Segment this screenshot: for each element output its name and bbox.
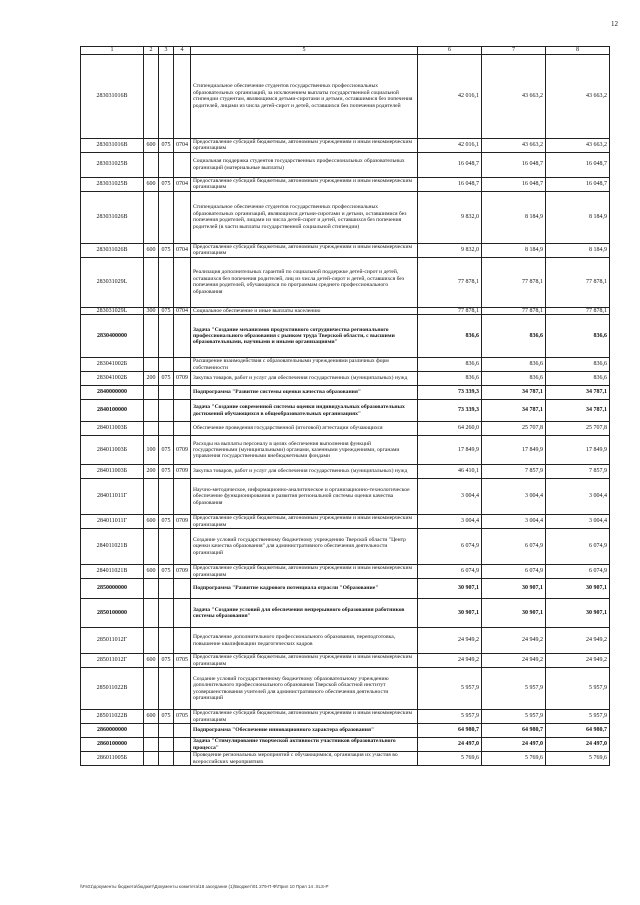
amount-year1-cell: 836,6 [418,315,482,358]
section-cell [174,315,191,358]
amount-year2-cell: 8 184,9 [482,191,546,243]
amount-year1-cell: 3 004,4 [418,479,482,515]
amount-year2-cell: 64 980,7 [482,724,546,738]
amount-year1-cell: 836,6 [418,372,482,386]
description-cell: Закупка товаров, работ и услуг для обеспечения государственных (муниципальных) нужд [191,372,418,386]
amount-year1-cell: 64 260,0 [418,422,482,436]
ministry-cell: 075 [159,372,174,386]
expense-type-cell: 100 [144,436,159,465]
section-cell: 0709 [174,436,191,465]
code-cell: 284011003Б [81,436,144,465]
amount-year3-cell: 24 497,0 [546,738,610,752]
code-cell: 283031016В [81,54,144,138]
table-row [81,565,610,579]
expense-type-cell [144,54,159,138]
code-cell: 283031025В [81,152,144,177]
amount-year2-cell: 5 957,9 [482,710,546,724]
ministry-cell [159,668,174,710]
amount-year3-cell: 6 074,9 [546,529,610,565]
code-cell: 283031029L [81,307,144,315]
code-cell: 284011011Г [81,479,144,515]
table-row [81,710,610,724]
table-row [81,752,610,766]
amount-year2-cell: 34 787,1 [482,386,546,400]
code-cell: 285011012Г [81,628,144,654]
section-cell [174,400,191,422]
amount-year1-cell: 64 980,7 [418,724,482,738]
section-cell: 0709 [174,515,191,529]
ministry-cell: 075 [159,565,174,579]
amount-year2-cell: 24 949,2 [482,654,546,668]
description-cell: Предоставление субсидий бюджетным, автономным учреждениям и иным некоммерческим организациям [191,243,418,257]
amount-year1-cell: 9 832,0 [418,191,482,243]
amount-year1-cell: 73 339,3 [418,386,482,400]
table-row [81,138,610,152]
expense-type-cell [144,358,159,372]
amount-year1-cell: 16 048,7 [418,152,482,177]
expense-type-cell [144,738,159,752]
description-cell: Научно-методическое, информационно-аналитическое и организационно-технологическое обеспечение функционирования и развития региональной системы оценки качества образования [191,479,418,515]
code-cell: 283031026В [81,243,144,257]
amount-year2-cell: 77 878,1 [482,307,546,315]
amount-year2-cell: 3 004,4 [482,515,546,529]
section-cell [174,579,191,599]
expense-type-cell: 200 [144,465,159,479]
section-cell: 0704 [174,138,191,152]
code-cell: 284011011Г [81,515,144,529]
expense-type-cell [144,628,159,654]
ministry-cell: 075 [159,515,174,529]
ministry-cell [159,257,174,307]
description-cell: Предоставление субсидий бюджетным, автономным учреждениям и иным некоммерческим организациям [191,565,418,579]
expense-type-cell [144,479,159,515]
table-row [81,479,610,515]
table-row [81,307,610,315]
table-row [81,177,610,191]
table-row [81,724,610,738]
section-cell [174,529,191,565]
expense-type-cell: 200 [144,372,159,386]
section-cell [174,54,191,138]
description-cell: Социальное обеспечение и иные выплаты населению [191,307,418,315]
amount-year3-cell: 25 707,8 [546,422,610,436]
expense-type-cell: 600 [144,177,159,191]
code-cell: 284011021В [81,529,144,565]
table-row [81,386,610,400]
ministry-cell [159,599,174,628]
ministry-cell [159,738,174,752]
amount-year2-cell: 16 048,7 [482,152,546,177]
table-row [81,436,610,465]
ministry-cell [159,724,174,738]
amount-year2-cell: 5 769,6 [482,752,546,766]
amount-year3-cell: 77 878,1 [546,257,610,307]
description-cell: Стипендиальное обеспечение студентов государственных профессиональных образовательных организаций, за исключением выплаты государственной социальной стипендии студентам, являющимся детьми-сиротами и детьми, оставшимися без попечения родителей, лицами из числа детей-сирот и детей, оставшихся без попечения родителей [191,54,418,138]
amount-year2-cell: 836,6 [482,372,546,386]
section-cell [174,191,191,243]
expense-type-cell [144,529,159,565]
expense-type-cell [144,599,159,628]
amount-year1-cell: 6 074,9 [418,529,482,565]
header-row [81,47,610,55]
amount-year1-cell: 73 339,3 [418,400,482,422]
amount-year1-cell: 77 878,1 [418,307,482,315]
amount-year3-cell: 24 949,2 [546,654,610,668]
description-cell: Социальная поддержка студентов государственных профессиональных образовательных организаций (материальные выплаты) [191,152,418,177]
section-cell [174,358,191,372]
expense-type-cell: 600 [144,515,159,529]
expense-type-cell: 600 [144,138,159,152]
code-cell: 283031026В [81,191,144,243]
table-row [81,738,610,752]
header-cell: 3 [159,47,174,55]
amount-year1-cell: 836,6 [418,358,482,372]
description-cell: Подпрограмма "Обеспечение инновационного характера образования" [191,724,418,738]
amount-year2-cell: 7 857,9 [482,465,546,479]
ministry-cell [159,400,174,422]
expense-type-cell: 600 [144,243,159,257]
amount-year2-cell: 17 849,9 [482,436,546,465]
code-cell: 283031025В [81,177,144,191]
ministry-cell: 075 [159,138,174,152]
amount-year1-cell: 5 957,9 [418,710,482,724]
expense-type-cell: 300 [144,307,159,315]
expense-type-cell [144,752,159,766]
section-cell [174,668,191,710]
expense-type-cell [144,579,159,599]
ministry-cell: 075 [159,465,174,479]
amount-year3-cell: 16 048,7 [546,177,610,191]
amount-year2-cell: 16 048,7 [482,177,546,191]
header-cell: 7 [482,47,546,55]
ministry-cell [159,529,174,565]
ministry-cell [159,54,174,138]
amount-year3-cell: 5 957,9 [546,668,610,710]
amount-year3-cell: 43 663,2 [546,54,610,138]
section-cell: 0709 [174,465,191,479]
amount-year1-cell: 42 016,1 [418,54,482,138]
description-cell: Предоставление субсидий бюджетным, автономным учреждениям и иным некоммерческим организациям [191,515,418,529]
section-cell: 0705 [174,654,191,668]
amount-year3-cell: 3 004,4 [546,515,610,529]
amount-year3-cell: 34 787,1 [546,400,610,422]
amount-year2-cell: 6 074,9 [482,565,546,579]
amount-year3-cell: 6 074,9 [546,565,610,579]
ministry-cell [159,628,174,654]
expense-type-cell [144,257,159,307]
description-cell: Задача "Создание современной системы оценки индивидуальных образовательных достижений обучающихся в общеобразовательных организациях" [191,400,418,422]
amount-year2-cell: 6 074,9 [482,529,546,565]
amount-year2-cell: 43 663,2 [482,54,546,138]
amount-year1-cell: 3 004,4 [418,515,482,529]
ministry-cell: 075 [159,436,174,465]
description-cell: Расходы на выплаты персоналу в целях обеспечения выполнения функций государственными (муниципальными) органами, казенными учреждениями, органами управления государственными внебюджетными фондами [191,436,418,465]
section-cell: 0704 [174,243,191,257]
amount-year2-cell: 24 497,0 [482,738,546,752]
description-cell: Реализация дополнительных гарантий по социальной поддержке детей-сирот и детей, оставшихся без попечения родителей, лиц из числа детей-сирот и детей, оставшихся без попечения родителей, обучающихся по программам среднего профессионального образования [191,257,418,307]
header-cell: 4 [174,47,191,55]
code-cell: 2850000000 [81,579,144,599]
code-cell: 2860000000 [81,724,144,738]
code-cell: 2840100000 [81,400,144,422]
amount-year2-cell: 30 907,1 [482,579,546,599]
ministry-cell [159,152,174,177]
description-cell: Предоставление субсидий бюджетным, автономным учреждениям и иным некоммерческим организациям [191,177,418,191]
table-row [81,400,610,422]
table-row [81,422,610,436]
ministry-cell: 075 [159,710,174,724]
amount-year1-cell: 24 949,2 [418,654,482,668]
description-cell: Подпрограмма "Развитие системы оценки качества образования" [191,386,418,400]
expense-type-cell [144,315,159,358]
description-cell: Подпрограмма "Развитие кадрового потенциала отрасли "Образование" [191,579,418,599]
amount-year3-cell: 43 663,2 [546,138,610,152]
expense-type-cell [144,191,159,243]
ministry-cell [159,315,174,358]
amount-year3-cell: 836,6 [546,358,610,372]
amount-year3-cell: 30 907,1 [546,579,610,599]
header-cell: 5 [191,47,418,55]
code-cell: 286011005Б [81,752,144,766]
expense-type-cell [144,400,159,422]
amount-year3-cell: 64 980,7 [546,724,610,738]
amount-year3-cell: 3 004,4 [546,479,610,515]
amount-year2-cell: 25 707,8 [482,422,546,436]
expense-type-cell [144,152,159,177]
amount-year1-cell: 9 832,0 [418,243,482,257]
expense-type-cell [144,724,159,738]
header-cell: 8 [546,47,610,55]
description-cell: Предоставление дополнительного профессионального образования, переподготовка, повышение квалификации педагогических кадров [191,628,418,654]
amount-year1-cell: 42 016,1 [418,138,482,152]
description-cell: Задача "Создание механизмов продуктивного сотрудничества регионального профессионального образования с рынком труда Тверской области, с высшими образовательными, научными и иными организациями" [191,315,418,358]
amount-year3-cell: 17 849,9 [546,436,610,465]
section-cell [174,724,191,738]
amount-year3-cell: 7 857,9 [546,465,610,479]
code-cell: 283031029L [81,257,144,307]
code-cell: 2850100000 [81,599,144,628]
ministry-cell: 075 [159,243,174,257]
ministry-cell: 075 [159,654,174,668]
description-cell: Предоставление субсидий бюджетным, автономным учреждениям и иным некоммерческим организациям [191,654,418,668]
table-row [81,599,610,628]
amount-year1-cell: 24 949,2 [418,628,482,654]
amount-year3-cell: 30 907,1 [546,599,610,628]
amount-year1-cell: 30 907,1 [418,579,482,599]
amount-year3-cell: 5 769,6 [546,752,610,766]
description-cell: Предоставление субсидий бюджетным, автономным учреждениям и иным некоммерческим организациям [191,710,418,724]
description-cell: Задача "Стимулирование творческой активности участников образовательного процесса" [191,738,418,752]
amount-year2-cell: 8 184,9 [482,243,546,257]
section-cell [174,152,191,177]
expense-type-cell: 600 [144,565,159,579]
amount-year2-cell: 836,6 [482,315,546,358]
section-cell: 0704 [174,177,191,191]
description-cell: Создание условий государственному бюджетному образовательному учреждению дополнительного профессионального образования Тверской областной институт усовершенствования учителей для административного обеспечения деятельности организаций [191,668,418,710]
amount-year1-cell: 46 410,1 [418,465,482,479]
table-row [81,257,610,307]
code-cell: 283041002Б [81,372,144,386]
code-cell: 283031016В [81,138,144,152]
table-row [81,654,610,668]
table-row [81,54,610,138]
section-cell: 0709 [174,565,191,579]
code-cell: 285011012Г [81,654,144,668]
table-row [81,465,610,479]
amount-year2-cell: 30 907,1 [482,599,546,628]
code-cell: 283041002Б [81,358,144,372]
table-row [81,529,610,565]
section-cell [174,479,191,515]
amount-year1-cell: 16 048,7 [418,177,482,191]
section-cell [174,752,191,766]
amount-year2-cell: 34 787,1 [482,400,546,422]
expense-type-cell: 600 [144,710,159,724]
amount-year2-cell: 77 878,1 [482,257,546,307]
code-cell: 285011022В [81,710,144,724]
ministry-cell: 075 [159,177,174,191]
ministry-cell [159,579,174,599]
amount-year2-cell: 24 949,2 [482,628,546,654]
file-path-footer: \\Fs01\документы бюджета\бюджет\Документы комитета\18 заседание (1)\Бюджет\01 279-П-Ф\Прил 10 Прил 14 .XLS-P [80,884,329,889]
budget-table [80,46,610,766]
header-cell: 6 [418,47,482,55]
amount-year3-cell: 836,6 [546,315,610,358]
page-number: 12 [611,20,618,28]
section-cell [174,257,191,307]
section-cell [174,599,191,628]
table-row [81,515,610,529]
table-row [81,579,610,599]
header-cell: 1 [81,47,144,55]
code-cell: 285011022В [81,668,144,710]
amount-year3-cell: 77 878,1 [546,307,610,315]
code-cell: 2860100000 [81,738,144,752]
table-row [81,358,610,372]
amount-year2-cell: 3 004,4 [482,479,546,515]
table-row [81,372,610,386]
amount-year1-cell: 17 849,9 [418,436,482,465]
table-row [81,152,610,177]
description-cell: Задача "Создание условий для обеспечения непрерывного образования работников системы образования" [191,599,418,628]
description-cell: Создание условий государственному бюджетному учреждению Тверской области "Центр оценки качества образования" для административного обеспечения деятельности организаций [191,529,418,565]
expense-type-cell [144,386,159,400]
table-row [81,628,610,654]
expense-type-cell [144,668,159,710]
ministry-cell: 075 [159,307,174,315]
description-cell: Предоставление субсидий бюджетным, автономным учреждениям и иным некоммерческим организациям [191,138,418,152]
expense-type-cell: 600 [144,654,159,668]
amount-year1-cell: 5 957,9 [418,668,482,710]
ministry-cell [159,191,174,243]
section-cell: 0709 [174,372,191,386]
amount-year3-cell: 5 957,9 [546,710,610,724]
amount-year3-cell: 8 184,9 [546,191,610,243]
description-cell: Обеспечение проведения государственной (итоговой) аттестации обучающихся [191,422,418,436]
amount-year2-cell: 836,6 [482,358,546,372]
ministry-cell [159,358,174,372]
description-cell: Стипендиальное обеспечение студентов государственных профессиональных образовательных организаций, являющихся детьми-сиротами и детьми, оставшимися без попечения родителей, лицами из числа детей-сирот и детей, оставшихся без попечения родителей (в части выплаты государственной социальной стипендии) [191,191,418,243]
table-row [81,191,610,243]
section-cell: 0704 [174,307,191,315]
section-cell [174,628,191,654]
amount-year3-cell: 836,6 [546,372,610,386]
amount-year3-cell: 34 787,1 [546,386,610,400]
amount-year3-cell: 16 048,7 [546,152,610,177]
code-cell: 2840000000 [81,386,144,400]
table-row [81,315,610,358]
ministry-cell [159,479,174,515]
table-row [81,243,610,257]
description-cell: Расширение взаимодействия с образовательными учреждениями различных форм собственности [191,358,418,372]
expense-type-cell [144,422,159,436]
code-cell: 284011003Б [81,465,144,479]
amount-year1-cell: 6 074,9 [418,565,482,579]
section-cell: 0705 [174,710,191,724]
amount-year3-cell: 8 184,9 [546,243,610,257]
code-cell: 284011003Б [81,422,144,436]
ministry-cell [159,386,174,400]
amount-year1-cell: 24 497,0 [418,738,482,752]
amount-year1-cell: 5 769,6 [418,752,482,766]
section-cell [174,738,191,752]
amount-year1-cell: 30 907,1 [418,599,482,628]
code-cell: 284011021В [81,565,144,579]
section-cell [174,422,191,436]
description-cell: Закупка товаров, работ и услуг для обеспечения государственных (муниципальных) нужд [191,465,418,479]
section-cell [174,386,191,400]
code-cell: 2830400000 [81,315,144,358]
ministry-cell [159,422,174,436]
table-row [81,668,610,710]
description-cell: Проведение региональных мероприятий с обучающимися, организация их участия во всероссийских мероприятиях [191,752,418,766]
amount-year1-cell: 77 878,1 [418,257,482,307]
amount-year3-cell: 24 949,2 [546,628,610,654]
ministry-cell [159,752,174,766]
header-cell: 2 [144,47,159,55]
amount-year2-cell: 43 663,2 [482,138,546,152]
amount-year2-cell: 5 957,9 [482,668,546,710]
